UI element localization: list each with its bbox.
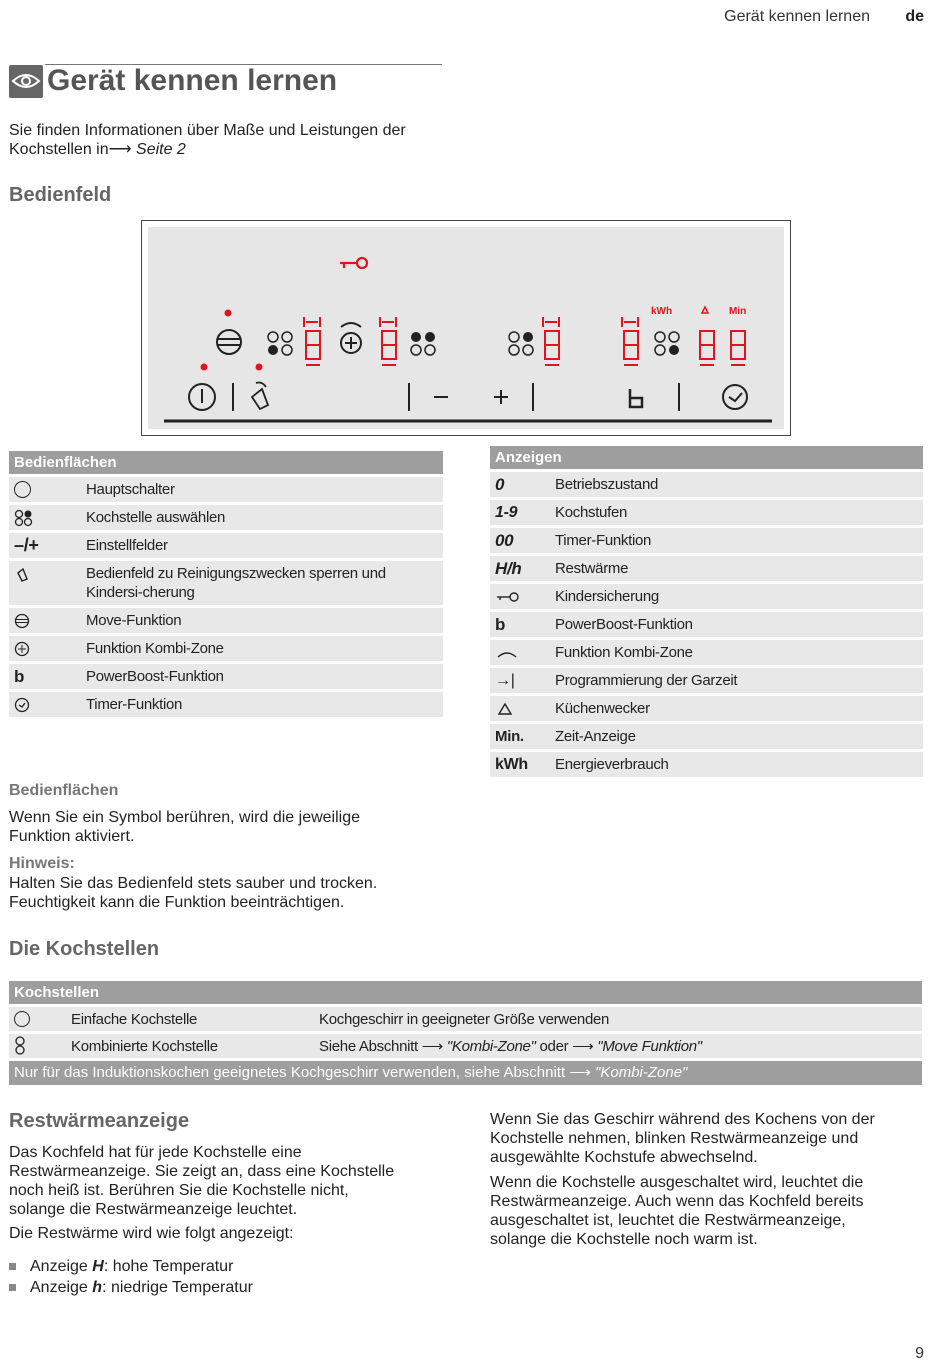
bell-icon: [490, 701, 555, 717]
list-item: Anzeige H: hohe Temperatur: [9, 1257, 233, 1276]
bell-icon: [702, 307, 708, 313]
table-row: Kombinierte Kochstelle Siehe Abschnitt ⟶ "Kombi-Zone" oder ⟶ "Move Funktion": [9, 1034, 922, 1058]
minus-plus-icon: –/+: [14, 535, 39, 555]
restwaerme-symbol: H/h: [495, 558, 522, 578]
powerboost-icon: [630, 389, 642, 407]
heading-bedienflaechen: Bedienflächen: [9, 782, 119, 799]
zone-select-icon-4: [655, 332, 679, 355]
digit-display-4: [622, 317, 638, 365]
powerboost-icon: b: [14, 666, 25, 686]
move-icon: [217, 330, 241, 354]
intro-line1: Sie finden Informationen über Maße und Leistungen der: [9, 122, 406, 139]
digit-display-3: [543, 317, 559, 365]
kombi-icon: [9, 641, 86, 657]
bedienflaechen-table: [9, 451, 443, 717]
control-panel-illustration: [141, 220, 791, 436]
table-row: Funktion Kombi-Zone: [490, 640, 923, 665]
intro-text: [9, 121, 406, 159]
combined-zone-icon: [9, 1036, 71, 1056]
heading-restwaerme: Restwärmeanzeige: [9, 1110, 190, 1132]
table-row: Kochstelle auswählen: [9, 505, 443, 530]
kochstellen-note: Nur für das Induktionskochen geeignetes Kochgeschirr verwenden, siehe Abschnitt ⟶ "Kombi-Zone": [9, 1061, 922, 1085]
table-row: Küchenwecker: [490, 696, 923, 721]
table-row: 0 Betriebszustand: [490, 472, 923, 497]
table-row: →| Programmierung der Garzeit: [490, 668, 923, 693]
hint-label: Hinweis:: [9, 855, 75, 872]
table-row: kWh Energieverbrauch: [490, 752, 923, 777]
timer-symbol: 00: [495, 530, 514, 550]
zero-symbol: 0: [495, 474, 505, 494]
kwh-symbol: kWh: [495, 755, 528, 773]
restwaerme-p2: Die Restwärme wird wie folgt angezeigt:: [9, 1225, 294, 1242]
key-icon: [490, 591, 555, 603]
running-header-lang: de: [905, 8, 924, 25]
zone-select-icon-2: [411, 332, 435, 355]
table-row: Timer-Funktion: [9, 692, 443, 717]
powerboost-icon: b: [495, 614, 506, 634]
table-row: 1-9 Kochstufen: [490, 500, 923, 525]
min-symbol: Min.: [495, 728, 524, 745]
kochstellen-table: [9, 981, 922, 1085]
single-zone-icon: [14, 1011, 30, 1027]
timer-icon: [723, 385, 747, 409]
kombi-icon: [341, 333, 361, 353]
hint-body: Halten Sie das Bedienfeld stets sauber und trocken. Feuchtigkeit kann die Funktion beeinträchtigen.: [9, 875, 378, 911]
page-ref: Seite 2: [136, 141, 186, 158]
digit-display-2: [380, 317, 396, 365]
restwaerme-right2: Wenn die Kochstelle ausgeschaltet wird, leuchtet die Restwärmeanzeige. Auch wenn das Kochfeld bereits ausgeschaltet ist, leuchtet die Restwärmeanzeige, solange die Kochstelle noch warm ist.: [490, 1174, 864, 1248]
restwaerme-p1: Das Kochfeld hat für jede Kochstelle eine Restwärmeanzeige. Sie zeigt an, dass eine Kochstelle noch heiß ist. Berühren Sie die Kochstelle nicht, solange die Restwärmeanzeige leuchtet.: [9, 1144, 395, 1218]
page-title: Gerät kennen lernen: [47, 64, 338, 97]
eye-icon: [9, 65, 43, 98]
table-row: Bedienfeld zu Reinigungszwecken sperren und Kindersi-cherung: [9, 561, 443, 605]
restwaerme-right1: Wenn Sie das Geschirr während des Kochens von der Kochstelle nehmen, blinken Restwärmeanzeige und ausgewählte Kochstufe abwechselnd.: [490, 1111, 875, 1166]
heading-kochstellen: Die Kochstellen: [9, 938, 160, 960]
kwh-label: kWh: [651, 306, 673, 317]
zone-select-icon: [9, 509, 86, 527]
table-row: b PowerBoost-Funktion: [9, 664, 443, 689]
table-row: Kindersicherung: [490, 584, 923, 609]
digit-display-6: [731, 331, 745, 365]
bedienflaechen-body: Wenn Sie ein Symbol berühren, wird die jeweilige Funktion aktiviert.: [9, 809, 360, 845]
table-row: 00 Timer-Funktion: [490, 528, 923, 553]
key-icon: [340, 258, 367, 268]
table-row: –/+ Einstellfelder: [9, 533, 443, 558]
zone-select-icon-1: [268, 332, 292, 355]
intro-line2: Kochstellen in⟶ Seite 2: [9, 141, 186, 158]
table-row: H/h Restwärme: [490, 556, 923, 581]
programming-icon: →|: [495, 671, 515, 689]
kombi-arc-icon: [341, 323, 361, 327]
running-header-section: Gerät kennen lernen: [724, 8, 870, 25]
arc-icon: [490, 647, 555, 659]
table-header: Bedienflächen: [9, 451, 443, 474]
table-row: Min. Zeit-Anzeige: [490, 724, 923, 749]
table-row: Funktion Kombi-Zone: [9, 636, 443, 661]
table-row: Einfache Kochstelle Kochgeschirr in geeigneter Größe verwenden: [9, 1007, 922, 1031]
table-header: Kochstellen: [9, 981, 922, 1004]
page-number: 9: [915, 1345, 924, 1362]
wipe-protect-icon: [252, 383, 268, 410]
wipe-protect-icon: [9, 561, 86, 583]
move-icon: [9, 613, 86, 629]
table-row: Hauptschalter: [9, 477, 443, 502]
heading-bedienfeld: Bedienfeld: [9, 184, 112, 206]
table-row: Move-Funktion: [9, 608, 443, 633]
zone-select-icon-3: [509, 332, 533, 355]
digit-display-5: [700, 331, 714, 365]
power-icon: [14, 481, 31, 498]
level-symbol: 1-9: [495, 503, 518, 521]
list-item: Anzeige h: niedrige Temperatur: [9, 1278, 253, 1297]
table-header: Anzeigen: [490, 446, 923, 469]
power-icon: [189, 384, 215, 410]
control-panel-drawing: [148, 227, 784, 429]
digit-display-1: [304, 317, 320, 365]
min-label: Min: [729, 306, 747, 317]
plus-icon: [494, 390, 508, 404]
timer-icon: [9, 697, 86, 713]
anzeigen-table: [490, 446, 923, 777]
table-row: b PowerBoost-Funktion: [490, 612, 923, 637]
